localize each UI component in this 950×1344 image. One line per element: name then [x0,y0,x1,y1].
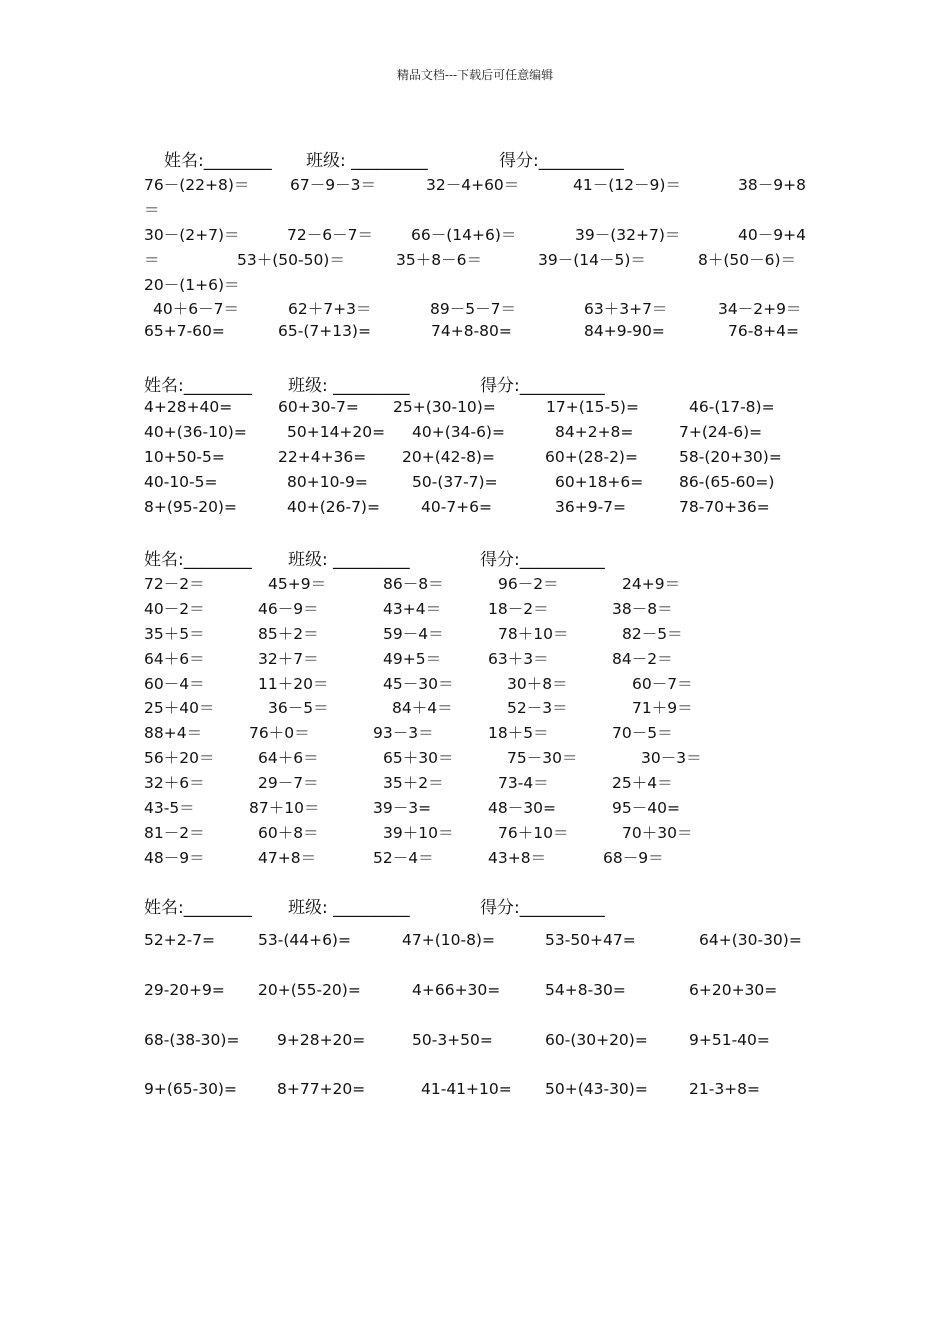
problem: 84+9-90= [584,322,665,341]
problem: 67－9－3＝ [290,176,376,194]
problem-row [144,1078,824,1128]
problem: 20+(42-8)= [402,447,495,466]
problem: 40+(26-7)= [287,497,380,516]
problem-row [144,196,824,221]
problem-row [144,1029,824,1079]
problem: 22+4+36= [278,447,367,466]
problem: 76－(22+8)＝ [144,176,250,194]
problem: 53＋(50-50)＝ [237,250,345,269]
problem: ＝ [144,250,160,269]
problem: 29－7＝ [258,774,319,793]
problem: 47+(10-8)= [402,931,495,949]
problem: 36－5＝ [268,699,329,718]
problem: 40+(36-10)= [144,422,247,441]
name-field: 姓名:________ [144,550,252,570]
problem: 76＋0＝ [249,724,310,743]
problem: 64＋6＝ [144,649,205,668]
problem: 86－8＝ [383,575,444,593]
problem: 32＋7＝ [258,649,319,668]
section-header [144,146,824,171]
class-field: 班级: _________ [306,151,428,171]
problem: 9+28+20= [277,1030,366,1049]
problem: 85＋2＝ [258,624,319,643]
problem: 49+5＝ [383,649,442,668]
problem: 63＋3＝ [488,649,549,668]
name-field: 姓名:________ [144,898,252,918]
problem: 52－3＝ [507,699,568,718]
problem: 25＋40＝ [144,699,215,718]
problem-row [144,595,824,620]
problem: 60－4＝ [144,674,205,693]
problem: 68-(38-30)= [144,1030,240,1049]
problem: 41-41+10= [421,1080,512,1099]
problem: 60＋8＝ [258,823,319,842]
problem: 34－2+9＝ [718,300,802,319]
problem-row [144,794,824,819]
problem-row [144,221,824,246]
problem: 43+4＝ [383,599,442,618]
problem: 59－4＝ [383,624,444,643]
worksheet-section-2 [144,371,824,520]
problem: 70＋30＝ [622,823,693,842]
problem: 82－5＝ [622,624,683,643]
problem: 65＋30＝ [383,749,454,768]
problem-row [144,645,824,670]
problem-row [144,496,824,521]
problem: 47+8＝ [258,848,317,867]
problem: 72－2＝ [144,575,205,593]
problem: 20－(1+6)＝ [144,275,240,294]
problem: 45+9＝ [268,575,327,593]
problem: 64＋6＝ [258,749,319,768]
problem: 52－4＝ [373,848,434,867]
problem-row [144,744,824,769]
problem: 43+8＝ [488,848,547,867]
problem: 53-50+47= [545,931,636,949]
problem-row [144,446,824,471]
problem: 93－3＝ [373,724,434,743]
section-header [144,893,824,929]
problem: 87＋10＝ [249,799,320,818]
problem-row [144,844,824,869]
problem: 10+50-5= [144,447,225,466]
problem: 86-(65-60=) [679,472,775,491]
problem: 60+(28-2)= [545,447,638,466]
header-watermark: 精品文档---下载后可任意编辑 [396,68,554,82]
score-field: 得分:__________ [499,151,624,171]
problem: 62＋7+3＝ [288,300,372,319]
problem: 60-(30+20)= [545,1030,648,1049]
class-field: 班级: _________ [288,550,410,570]
problem: 39＋10＝ [383,823,454,842]
problem: 60－7＝ [632,674,693,693]
score-field: 得分:__________ [480,550,605,570]
problem: ＝ [144,200,160,219]
problem: 72－6－7＝ [287,225,373,244]
problem: 40＋6－7＝ [153,300,239,319]
problem: 40-10-5= [144,472,218,491]
problem: 68－9＝ [603,848,664,867]
problem-row [144,396,824,421]
problem-row [144,320,824,345]
problem: 43-5＝ [144,799,195,818]
problem: 45－30＝ [383,674,454,693]
problem: 9+(65-30)= [144,1080,237,1099]
problem: 63＋3+7＝ [584,300,668,319]
problem: 48－30= [488,799,556,818]
problem: 50-(37-7)= [412,472,498,491]
problem: 46－9＝ [258,599,319,618]
problem: 25+(30-10)= [393,398,496,416]
problem: 36+9-7= [555,497,627,516]
problem: 11＋20＝ [258,674,329,693]
problem: 40－2＝ [144,599,205,618]
problem: 50+(43-30)= [545,1080,648,1099]
problem: 88+4＝ [144,724,203,743]
problem-row [144,471,824,496]
problem-row [144,719,824,744]
problem-row [144,171,824,196]
problem-row [144,929,824,979]
problem: 40-7+6= [421,497,493,516]
problem: 30＋8＝ [507,674,568,693]
problem: 30－3＝ [641,749,702,768]
class-field: 班级: _________ [288,376,410,396]
problem-row [144,620,824,645]
problem: 25＋4＝ [612,774,673,793]
problem: 76＋10＝ [498,823,569,842]
problem: 17+(15-5)= [546,398,639,416]
problem: 65+7-60= [144,322,225,341]
problem: 18＋5＝ [488,724,549,743]
problem: 39－(14－5)＝ [538,250,646,269]
worksheet-section-3 [144,545,824,869]
problem: 78＋10＝ [498,624,569,643]
problem: 29-20+9= [144,980,225,999]
problem: 78-70+36= [679,497,770,516]
problem: 76-8+4= [728,322,800,341]
problem: 38－8＝ [612,599,673,618]
problem: 74+8-80= [431,322,512,341]
score-field: 得分:__________ [480,898,605,918]
problem: 8+(95-20)= [144,497,237,516]
problem: 71＋9＝ [632,699,693,718]
problem-row [144,246,824,271]
problem-row [144,570,824,595]
problem-row [144,295,824,320]
problem-row [144,769,824,794]
worksheet-section-4 [144,893,824,1128]
score-field: 得分:__________ [480,376,605,396]
problem: 6+20+30= [689,980,778,999]
problem: 40－9+4 [738,225,806,244]
problem: 39－3= [373,799,432,818]
section-header [144,371,824,396]
problem: 24+9＝ [622,575,681,593]
worksheet-section-1 [144,146,824,345]
problem: 65-(7+13)= [278,322,371,341]
problem: 30－(2+7)＝ [144,225,240,244]
problem: 9+51-40= [689,1030,770,1049]
problem-row [144,271,824,296]
problem: 73-4＝ [498,774,549,793]
problem: 52+2-7= [144,931,216,949]
name-field: 姓名:________ [144,376,252,396]
problem: 95－40= [612,799,680,818]
name-field: 姓名:________ [164,151,272,171]
problem: 7+(24-6)= [679,422,763,441]
problem: 54+8-30= [545,980,626,999]
problem: 50-3+50= [412,1030,493,1049]
problem: 32－4+60＝ [426,176,520,194]
problem: 35＋5＝ [144,624,205,643]
problem: 4+28+40= [144,398,233,416]
problem: 84+2+8= [555,422,634,441]
problem: 70－5＝ [612,724,673,743]
problem: 81－2＝ [144,823,205,842]
problem: 20+(55-20)= [258,980,361,999]
problem: 66－(14+6)＝ [411,225,517,244]
problem: 46-(17-8)= [689,398,775,416]
problem-row [144,694,824,719]
problem-row [144,819,824,844]
problem: 60+30-7= [278,398,359,416]
problem: 35＋8－6＝ [396,250,482,269]
problem: 80+10-9= [287,472,368,491]
problem: 56＋20＝ [144,749,215,768]
problem: 48－9＝ [144,848,205,867]
problem: 75－30＝ [507,749,578,768]
problem: 18－2＝ [488,599,549,618]
problem: 64+(30-30)= [699,931,802,949]
problem: 35＋2＝ [383,774,444,793]
problem: 21-3+8= [689,1080,761,1099]
problem: 4+66+30= [412,980,501,999]
problem-row [144,979,824,1029]
problem: 96－2＝ [498,575,559,593]
problem-row [144,670,824,695]
problem: 38－9+8 [738,176,806,194]
problem: 53-(44+6)= [258,931,351,949]
problem: 58-(20+30)= [679,447,782,466]
problem: 84＋4＝ [392,699,453,718]
problem: 39－(32+7)＝ [575,225,681,244]
class-field: 班级: _________ [288,898,410,918]
problem: 41－(12－9)＝ [573,176,681,194]
problem: 84－2＝ [612,649,673,668]
problem: 40+(34-6)= [412,422,505,441]
problem: 50+14+20= [287,422,386,441]
problem-row [144,421,824,446]
problem: 8＋(50－6)＝ [698,250,797,269]
problem: 32＋6＝ [144,774,205,793]
problem: 60+18+6= [555,472,644,491]
section-header [144,545,824,570]
problem: 89－5－7＝ [430,300,516,319]
problem: 8+77+20= [277,1080,366,1099]
